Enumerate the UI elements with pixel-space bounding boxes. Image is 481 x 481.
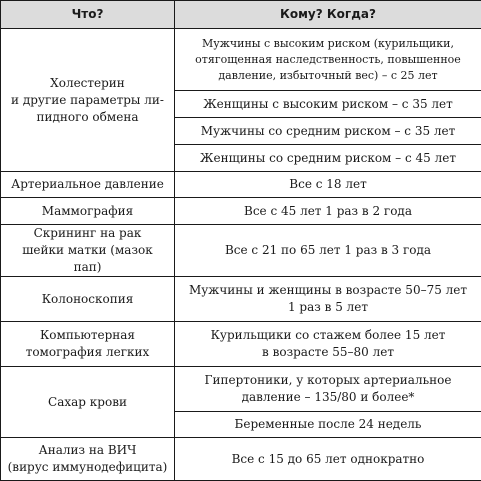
when-cervical: Все с 21 по 65 лет 1 раз в 3 года bbox=[175, 225, 481, 277]
group-blood-sugar-pregnant: Беременные после 24 недель bbox=[175, 412, 481, 438]
table-row bbox=[1, 322, 481, 367]
group-cholesterol-men-mid: Мужчины со средним риском – с 35 лет bbox=[175, 118, 481, 145]
group-cholesterol-women-high: Женщины с высоким риском – с 35 лет bbox=[175, 91, 481, 118]
when-blood-pressure: Все с 18 лет bbox=[175, 172, 481, 198]
table-row bbox=[1, 277, 481, 322]
when-ct-lungs: Курильщики со стажем более 15 лет в возрасте 55–80 лет bbox=[175, 322, 481, 367]
table-row bbox=[1, 367, 481, 412]
group-cholesterol-men-high: Мужчины с высоким риском (курильщики, отягощенная наследственность, повышенное давление, избыточный вес) – с 25 лет bbox=[175, 29, 481, 91]
when-hiv: Все с 15 до 65 лет однократно bbox=[175, 438, 481, 481]
test-blood-sugar: Сахар крови bbox=[1, 367, 175, 438]
when-colonoscopy: Мужчины и женщины в возрасте 50–75 лет 1 раз в 5 лет bbox=[175, 277, 481, 322]
header-what: Что? bbox=[1, 1, 175, 29]
group-cholesterol-women-mid: Женщины со средним риском – с 45 лет bbox=[175, 145, 481, 172]
test-cholesterol: Холестерин и другие параметры ли- пидного обмена bbox=[1, 29, 175, 172]
test-ct-lungs: Компьютерная томография легких bbox=[1, 322, 175, 367]
test-cervical: Скрининг на рак шейки матки (мазок пап) bbox=[1, 225, 175, 277]
test-blood-pressure: Артериальное давление bbox=[1, 172, 175, 198]
group-blood-sugar-hypertensive: Гипертоники, у которых артериальное давление – 135/80 и более* bbox=[175, 367, 481, 412]
table-row bbox=[1, 29, 481, 91]
header-who-when: Кому? Когда? bbox=[175, 1, 481, 29]
when-mammography: Все с 45 лет 1 раз в 2 года bbox=[175, 198, 481, 225]
test-mammography: Маммография bbox=[1, 198, 175, 225]
table-row bbox=[1, 172, 481, 198]
table-row bbox=[1, 225, 481, 277]
test-hiv: Анализ на ВИЧ (вирус иммунодефицита) bbox=[1, 438, 175, 481]
table-row bbox=[1, 438, 481, 481]
table-row bbox=[1, 198, 481, 225]
table-header-row bbox=[1, 1, 481, 29]
test-colonoscopy: Колоноскопия bbox=[1, 277, 175, 322]
